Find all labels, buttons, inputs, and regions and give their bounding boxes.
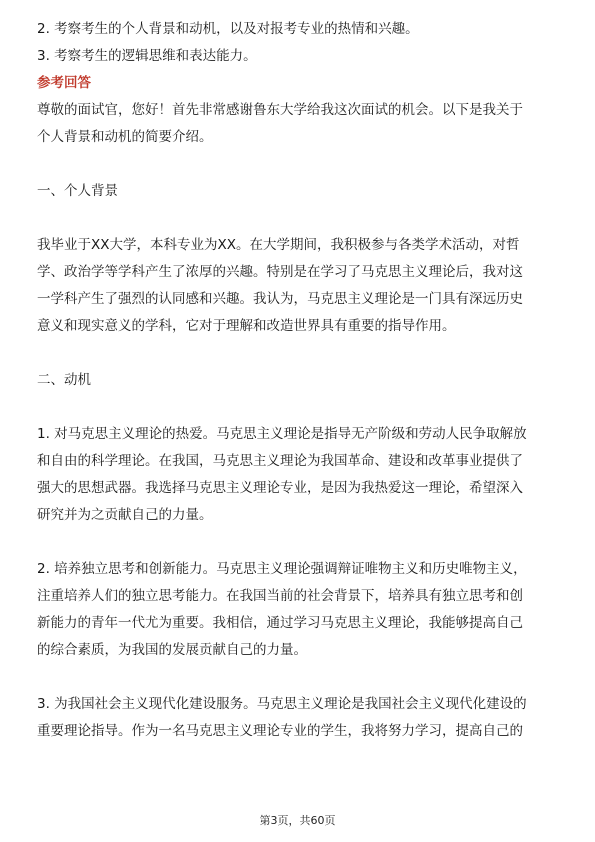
paragraph-gap xyxy=(37,340,562,367)
motive1-line: 强大的思想武器。我选择马克思主义理论专业，是因为我热爱这一理论，希望深入 xyxy=(37,480,523,496)
section1-body-line: 一学科产生了强烈的认同感和兴趣。我认为，马克思主义理论是一门具有深远历史 xyxy=(37,291,523,307)
greeting-line: 个人背景和动机的简要介绍。 xyxy=(37,129,213,145)
motive1-line: 研究并为之贡献自己的力量。 xyxy=(37,507,213,523)
motive1-line: 1. 对马克思主义理论的热爱。马克思主义理论是指导无产阶级和劳动人民争取解放 xyxy=(37,426,527,442)
document-page xyxy=(37,16,562,745)
motive2-line: 的综合素质，为我国的发展贡献自己的力量。 xyxy=(37,642,307,658)
motive1-line: 和自由的科学理论。在我国，马克思主义理论为我国革命、建设和改革事业提供了 xyxy=(37,453,523,469)
section1-title: 一、个人背景 xyxy=(37,183,118,199)
intro-point-2: 2. 考察考生的个人背景和动机，以及对报考专业的热情和兴趣。 xyxy=(37,21,419,37)
motive2-line: 注重培养人们的独立思考能力。在我国当前的社会背景下，培养具有独立思考和创 xyxy=(37,588,523,604)
page-footer: 第3页，共60页 xyxy=(259,814,336,827)
section1-body-line: 我毕业于XX大学，本科专业为XX。在大学期间，我积极参与各类学术活动，对哲 xyxy=(37,237,520,253)
motive2-line: 2. 培养独立思考和创新能力。马克思主义理论强调辩证唯物主义和历史唯物主义， xyxy=(37,561,527,577)
paragraph-gap xyxy=(37,664,562,691)
paragraph-gap xyxy=(37,529,562,556)
intro-point-3: 3. 考察考生的逻辑思维和表达能力。 xyxy=(37,48,257,64)
paragraph-gap xyxy=(37,394,562,421)
answer-heading: 参考回答 xyxy=(37,75,91,91)
section1-body-line: 学、政治学等学科产生了浓厚的兴趣。特别是在学习了马克思主义理论后，我对这 xyxy=(37,264,523,280)
motive3-line: 重要理论指导。作为一名马克思主义理论专业的学生，我将努力学习，提高自己的 xyxy=(37,723,523,739)
paragraph-gap xyxy=(37,205,562,232)
motive2-line: 新能力的青年一代尤为重要。我相信，通过学习马克思主义理论，我能够提高自己 xyxy=(37,615,523,631)
paragraph-gap xyxy=(37,151,562,178)
motive3-line: 3. 为我国社会主义现代化建设服务。马克思主义理论是我国社会主义现代化建设的 xyxy=(37,696,527,712)
greeting-line: 尊敬的面试官，您好！首先非常感谢鲁东大学给我这次面试的机会。以下是我关于 xyxy=(37,102,523,118)
section1-body-line: 意义和现实意义的学科，它对于理解和改造世界具有重要的指导作用。 xyxy=(37,318,456,334)
section2-title: 二、动机 xyxy=(37,372,91,388)
